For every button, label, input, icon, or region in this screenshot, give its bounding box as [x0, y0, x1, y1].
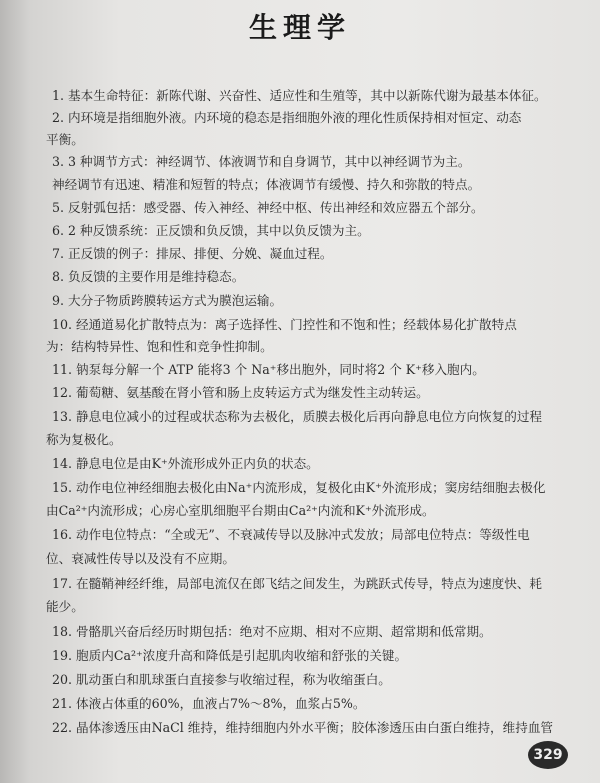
list-item: 7. 正反馈的例子：排尿、排便、分娩、凝血过程。: [52, 246, 333, 261]
list-item: 21. 体液占体重的60%，血液占7%～8%，血浆占5%。: [52, 696, 366, 711]
list-item: 16. 动作电位特点：“全或无”、不衰减传导以及脉冲式发放；局部电位特点：等级性电: [52, 527, 530, 542]
list-item: 2. 内环境是指细胞外液。内环境的稳态是指细胞外液的理化性质保持相对恒定、动态: [52, 110, 522, 125]
page-number-badge: 329: [528, 741, 568, 769]
list-item: 称为复极化。: [46, 432, 122, 447]
list-item: 14. 静息电位是由K⁺外流形成外正内负的状态。: [52, 456, 319, 471]
list-item: 1. 基本生命特征：新陈代谢、兴奋性、适应性和生殖等，其中以新陈代谢为最基本体征。: [52, 88, 547, 103]
list-item: 8. 负反馈的主要作用是维持稳态。: [52, 269, 245, 284]
list-item: 能少。: [46, 599, 84, 614]
list-item: 为：结构特异性、饱和性和竞争性抑制。: [46, 339, 273, 354]
list-item: 18. 骨骼肌兴奋后经历时期包括：绝对不应期、相对不应期、超常期和低常期。: [52, 624, 492, 639]
list-item: 15. 动作电位神经细胞去极化由Na⁺内流形成，复极化由K⁺外流形成；窦房结细胞去极化: [52, 480, 546, 495]
list-item: 5. 反射弧包括：感受器、传入神经、神经中枢、传出神经和效应器五个部分。: [52, 200, 484, 215]
list-item: 10. 经通道易化扩散特点为：离子选择性、门控性和不饱和性；经载体易化扩散特点: [52, 317, 517, 332]
list-item: 3. 3 种调节方式：神经调节、体液调节和自身调节，其中以神经调节为主。: [52, 154, 471, 169]
list-item: 13. 静息电位减小的过程或状态称为去极化，质膜去极化后再向静息电位方向恢复的过程: [52, 409, 543, 424]
list-item: 9. 大分子物质跨膜转运方式为膜泡运输。: [52, 293, 283, 308]
page-title: 生理学: [248, 11, 351, 44]
list-item: 位、衰减性传导以及没有不应期。: [46, 551, 235, 566]
list-item: 17. 在髓鞘神经纤维，局部电流仅在郎飞结之间发生，为跳跃式传导，特点为速度快、耗: [52, 576, 543, 591]
list-item: 12. 葡萄糖、氨基酸在肾小管和肠上皮转运方式为继发性主动转运。: [52, 385, 429, 400]
list-item: 11. 钠泵每分解一个 ATP 能将3 个 Na⁺移出胞外，同时将2 个 K⁺移入胞内。: [52, 362, 485, 377]
list-item: 22. 晶体渗透压由NaCl 维持，维持细胞内外水平衡；胶体渗透压由白蛋白维持，维持血管: [52, 720, 554, 735]
list-item: 20. 肌动蛋白和肌球蛋白直接参与收缩过程，称为收缩蛋白。: [52, 672, 391, 687]
list-item: 由Ca²⁺内流形成；心房心室肌细胞平台期由Ca²⁺内流和K⁺外流形成。: [46, 503, 435, 518]
list-item: 平衡。: [46, 132, 84, 147]
list-item: 神经调节有迅速、精准和短暂的特点；体液调节有缓慢、持久和弥散的特点。: [52, 177, 481, 192]
list-item: 6. 2 种反馈系统：正反馈和负反馈，其中以负反馈为主。: [52, 223, 370, 238]
list-item: 19. 胞质内Ca²⁺浓度升高和降低是引起肌肉收缩和舒张的关键。: [52, 648, 408, 663]
